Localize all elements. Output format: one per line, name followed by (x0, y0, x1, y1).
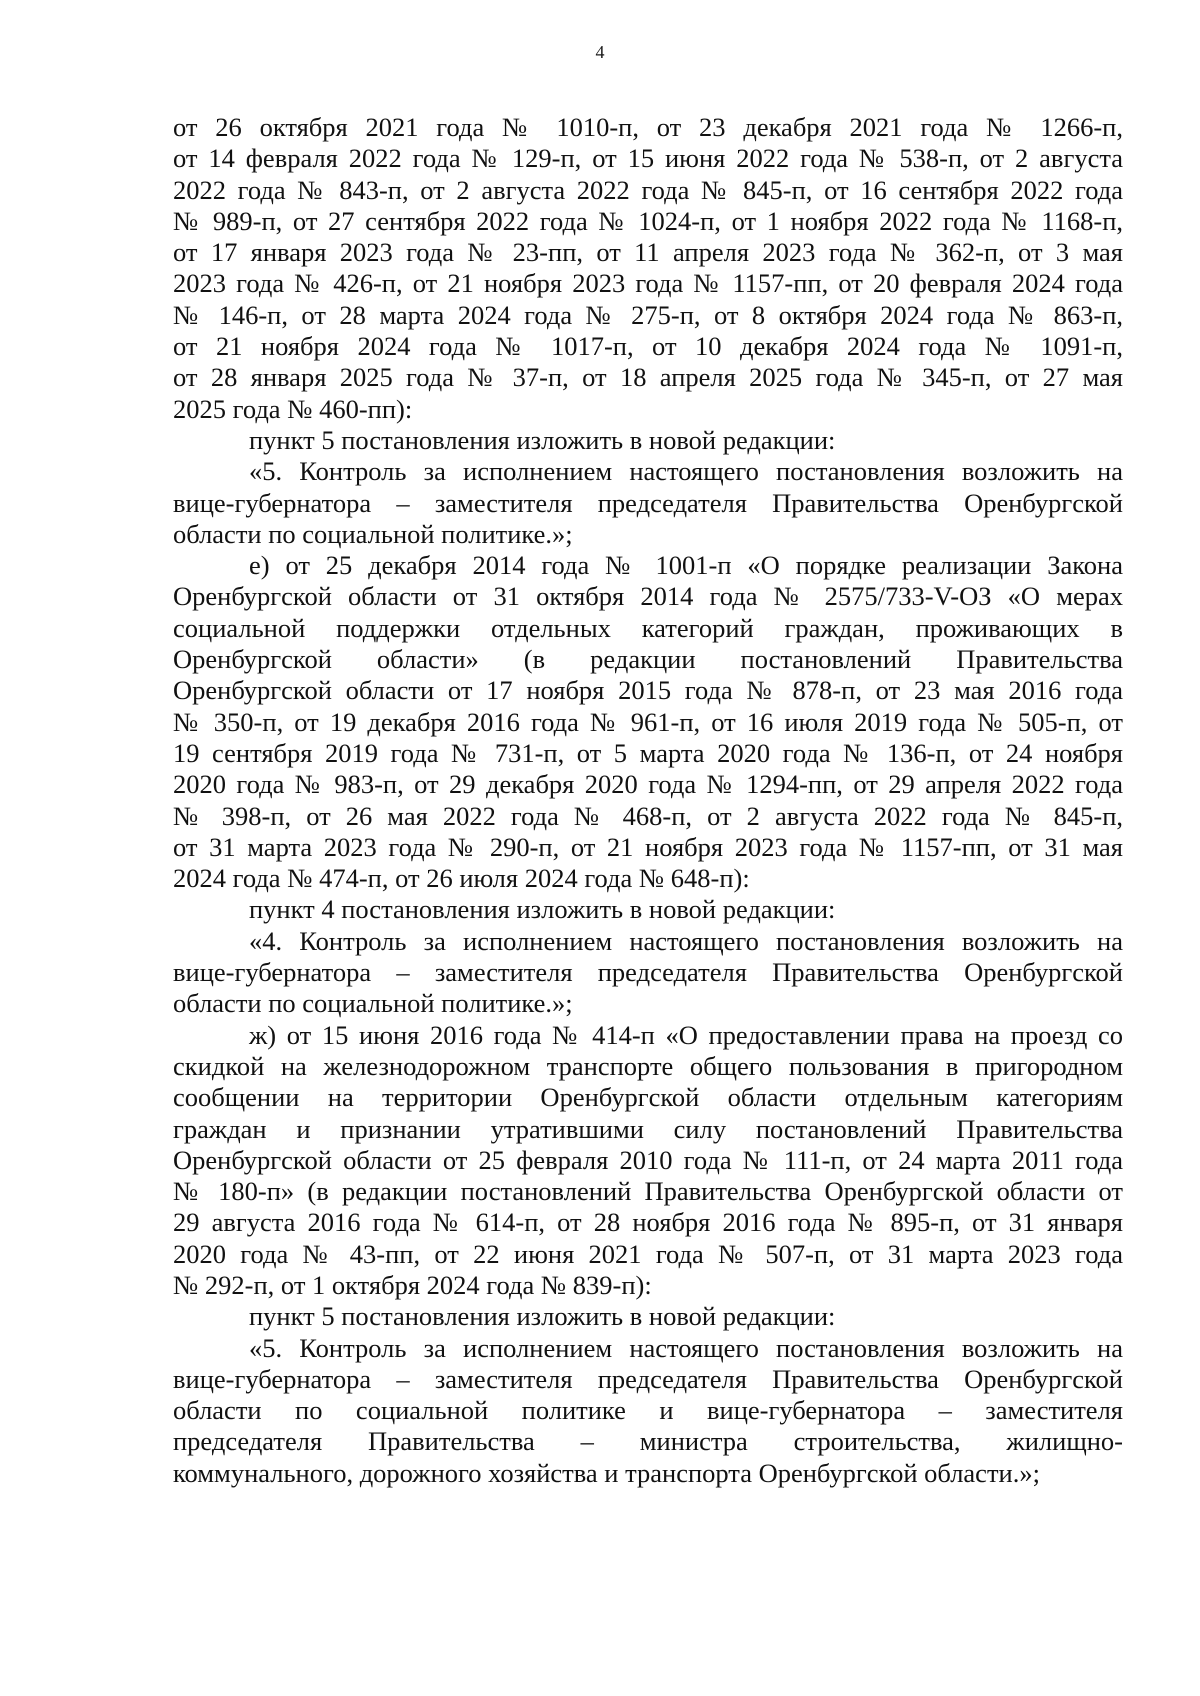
text-line: «4. Контроль за исполнением настоящего постановления возложить на (249, 925, 1123, 956)
text-line: Оренбургской области от 17 ноября 2015 года № 878-п, от 23 мая 2016 года (173, 675, 1123, 706)
text-line: Оренбургской области от 25 февраля 2010 года № 111-п, от 24 марта 2011 года (173, 1144, 1123, 1175)
text-line: вице-губернатора – заместителя председателя Правительства Оренбургской (173, 1363, 1123, 1394)
text-line: № 180-п» (в редакции постановлений Правительства Оренбургской области от (173, 1176, 1123, 1207)
text-line: № 989-п, от 27 сентября 2022 года № 1024-п, от 1 ноября 2022 года № 1168-п, (173, 205, 1123, 236)
text-line: пункт 5 постановления изложить в новой редакции: (249, 424, 836, 455)
text-line: от 14 февраля 2022 года № 129-п, от 15 июня 2022 года № 538-п, от 2 августа (173, 143, 1123, 174)
text-line: № 292-п, от 1 октября 2024 года № 839-п): (173, 1269, 652, 1300)
text-line: сообщении на территории Оренбургской области отдельным категориям (173, 1082, 1123, 1113)
page-number: 4 (595, 42, 605, 62)
text-line: области по социальной политике.»; (173, 988, 573, 1019)
text-line: 2024 года № 474-п, от 26 июля 2024 года № 648-п): (173, 863, 750, 894)
text-line: пункт 4 постановления изложить в новой редакции: (249, 894, 836, 925)
text-line: области по социальной политике и вице-губернатора – заместителя (173, 1395, 1123, 1426)
text-line: № 350-п, от 19 декабря 2016 года № 961-п, от 16 июля 2019 года № 505-п, от (173, 706, 1123, 737)
text-line: от 28 января 2025 года № 37-п, от 18 апреля 2025 года № 345-п, от 27 мая (173, 362, 1123, 393)
text-line: от 21 ноября 2024 года № 1017-п, от 10 декабря 2024 года № 1091-п, (173, 331, 1123, 362)
text-line: от 31 марта 2023 года № 290-п, от 21 ноября 2023 года № 1157-пп, от 31 мая (173, 831, 1123, 862)
document-body (173, 112, 1123, 1489)
text-line: 2023 года № 426-п, от 21 ноября 2023 года № 1157-пп, от 20 февраля 2024 года (173, 268, 1123, 299)
text-line: вице-губернатора – заместителя председателя Правительства Оренбургской (173, 957, 1123, 988)
text-line: граждан и признании утратившими силу постановлений Правительства (173, 1113, 1123, 1144)
text-line: от 26 октября 2021 года № 1010-п, от 23 декабря 2021 года № 1266-п, (173, 112, 1123, 142)
text-line: ж) от 15 июня 2016 года № 414-п «О предоставлении права на проезд со (249, 1019, 1123, 1050)
text-line: вице-губернатора – заместителя председателя Правительства Оренбургской (173, 487, 1123, 518)
text-line: коммунального, дорожного хозяйства и транспорта Оренбургской области.»; (173, 1457, 1040, 1488)
text-line: пункт 5 постановления изложить в новой редакции: (249, 1301, 836, 1332)
text-line: 2025 года № 460-пп): (173, 393, 413, 424)
text-line: скидкой на железнодорожном транспорте общего пользования в пригородном (173, 1050, 1123, 1081)
text-line: от 17 января 2023 года № 23-пп, от 11 апреля 2023 года № 362-п, от 3 мая (173, 237, 1123, 268)
text-line: 2020 года № 43-пп, от 22 июня 2021 года № 507-п, от 31 марта 2023 года (173, 1238, 1123, 1269)
text-line: области по социальной политике.»; (173, 518, 573, 549)
text-line: Оренбургской области» (в редакции постановлений Правительства (173, 644, 1123, 675)
text-line: № 146-п, от 28 марта 2024 года № 275-п, от 8 октября 2024 года № 863-п, (173, 299, 1123, 330)
text-line: 2020 года № 983-п, от 29 декабря 2020 года № 1294-пп, от 29 апреля 2022 года (173, 769, 1123, 800)
text-line: 19 сентября 2019 года № 731-п, от 5 марта 2020 года № 136-п, от 24 ноября (173, 737, 1123, 768)
text-line: «5. Контроль за исполнением настоящего постановления возложить на (249, 456, 1123, 487)
text-line: е) от 25 декабря 2014 года № 1001-п «О порядке реализации Закона (249, 550, 1123, 581)
text-line: № 398-п, от 26 мая 2022 года № 468-п, от 2 августа 2022 года № 845-п, (173, 800, 1123, 831)
text-line: социальной поддержки отдельных категорий граждан, проживающих в (173, 612, 1123, 643)
text-line: председателя Правительства – министра строительства, жилищно- (173, 1426, 1123, 1457)
text-line: 29 августа 2016 года № 614-п, от 28 ноября 2016 года № 895-п, от 31 января (173, 1207, 1123, 1238)
text-line: Оренбургской области от 31 октября 2014 года № 2575/733-V-ОЗ «О мерах (173, 581, 1123, 612)
text-line: «5. Контроль за исполнением настоящего постановления возложить на (249, 1332, 1123, 1363)
text-line: 2022 года № 843-п, от 2 августа 2022 года № 845-п, от 16 сентября 2022 года (173, 174, 1123, 205)
